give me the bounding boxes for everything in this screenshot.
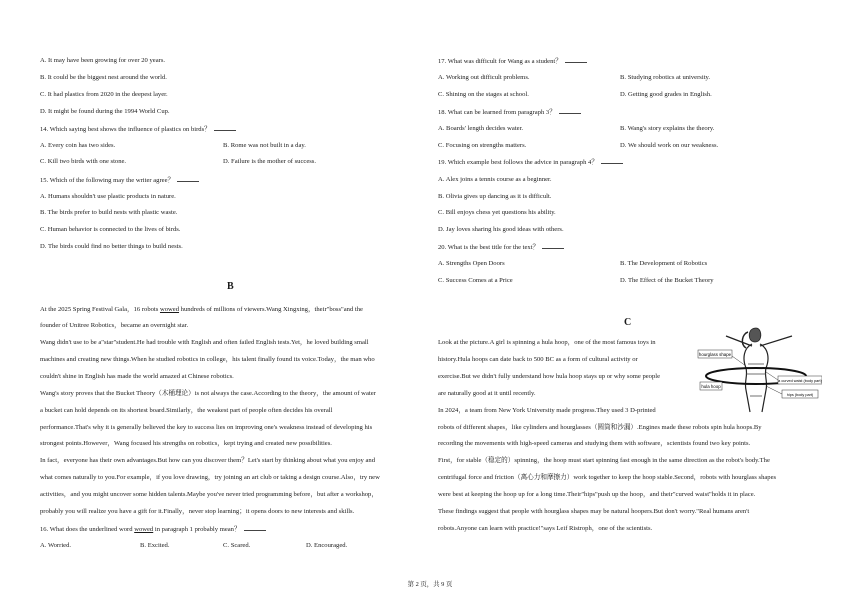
q16-stem: 16. What does the underlined word wowed in paragraph 1 probably mean？: [40, 524, 266, 534]
passage-b-line: strongest points.However，Wang focused his strengths on robotics，kept trying and created new possibilities.: [40, 440, 332, 447]
q16-option-b: B. Excited.: [140, 542, 170, 549]
passage-c-line: Look at the picture.A girl is spinning a hula hoop，one of the most famous toys in: [438, 339, 656, 346]
q20-option-d: D. The Effect of the Bucket Theory: [620, 277, 714, 284]
q14-option-d: D. Failure is the mother of success.: [223, 158, 317, 165]
q19-stem: 19. Which example best follows the advice in paragraph 4？: [438, 157, 623, 167]
q15-option-a: A. Humans shouldn't use plastic products in nature.: [40, 193, 176, 200]
section-c-title: C: [624, 317, 632, 328]
answer-blank: [542, 242, 564, 249]
q18-option-c: C. Focusing on strengths matters.: [438, 142, 527, 149]
passage-c-line: robots.Anyone can learn with practice!"says Leif Ristroph，one of the scientists.: [438, 525, 653, 532]
passage-c-line: exercise.But we didn't fully understand how hula hoop stays up or why some people: [438, 373, 661, 380]
passage-c-line: First，for stable（稳定的）spinning，the hoop must start spinning fast enough in the same direction as the robot's body.The: [438, 457, 770, 464]
q18-option-a: A. Boards' length decides water.: [438, 125, 524, 132]
passage-c-line: centrifugal force and friction（离心力和摩擦力）work together to keep the hoop stable.Second，robots with hourglass shapes: [438, 474, 777, 481]
answer-blank: [244, 524, 266, 531]
q14-option-c: C. Kill two birds with one stone.: [40, 158, 127, 165]
page-footer: 第 2 页，共 9 页: [407, 581, 453, 588]
q16-option-a: A. Worried.: [40, 542, 72, 549]
q13-option-b: B. It could be the biggest nest around the world.: [40, 74, 167, 81]
answer-blank: [177, 175, 199, 182]
q18-option-d: D. We should work on our weakness.: [620, 142, 719, 149]
passage-b-line: activities，and you might uncover some hidden talents.Maybe you've never tried programming before，but after a workshop，: [40, 491, 378, 498]
q20-option-b: B. The Development of Robotics: [620, 260, 708, 267]
passage-c-line: In 2024，a team from New York University made progress.They used 3 D-printed: [438, 407, 656, 414]
passage-b-line: At the 2025 Spring Festival Gala，16 robots wowed hundreds of millions of viewers.Wang Xingxing，their"boss"and the: [40, 306, 363, 313]
q19-option-a: A. Alex joins a tennis course as a beginner.: [438, 176, 552, 183]
q14-option-b: B. Rome was not built in a day.: [223, 142, 306, 149]
q19-option-b: B. Olivia gives up dancing as it is difficult.: [438, 193, 552, 200]
q18-option-b: B. Wang's story explains the theory.: [620, 125, 715, 132]
q16-option-d: D. Encouraged.: [306, 542, 348, 549]
q15-option-c: C. Human behavior is connected to the lives of birds.: [40, 226, 181, 233]
hula-hoop-illustration: [696, 324, 822, 416]
passage-b-line: a bucket can hold depends on its shortest board.Similarly，the weakest part of people often decides his overall: [40, 407, 333, 414]
passage-b-line: probably you will realize you have a gift for it.Finally，never stop learning；it opens doors to new interests and skills.: [40, 508, 355, 515]
figure-label-hoop: hula hoop: [701, 383, 721, 389]
q20-option-c: C. Success Comes at a Price: [438, 277, 513, 284]
passage-c-line: recording the movements with high-speed cameras and studying them with software，scientists found two key points.: [438, 440, 751, 447]
passage-b-line: performance.That's why it is generally believed the key to success lies on improving one's weakness instead of developing his: [40, 424, 373, 431]
passage-b-line: couldn't shine in English has made the world amazed at Chinese robotics.: [40, 373, 234, 380]
underlined-word: wowed: [159, 306, 180, 313]
passage-c-line: history.Hula hoops can date back to 500 BC as a form of cultural activity or: [438, 356, 638, 363]
q15-option-b: B. The birds prefer to build nests with plastic waste.: [40, 209, 178, 216]
underlined-word: wowed: [134, 526, 154, 533]
q17-option-a: A. Working out difficult problems.: [438, 74, 530, 81]
answer-blank: [214, 124, 236, 131]
figure-label-waist: a curved waist (body part): [778, 378, 822, 383]
section-b-title: B: [227, 281, 234, 292]
q16-option-c: C. Scared.: [223, 542, 251, 549]
figure-label-hourglass: hourglass shape: [698, 351, 732, 357]
q17-option-c: C. Shining on the stages at school.: [438, 91, 529, 98]
q13-option-d: D. It might be found during the 1994 World Cup.: [40, 108, 170, 115]
q13-option-a: A. It may have been growing for over 20 years.: [40, 57, 166, 64]
figure-label-hips: hips (body part): [786, 392, 814, 397]
answer-blank: [601, 157, 623, 164]
q20-stem: 20. What is the best title for the text？: [438, 242, 564, 252]
q17-stem: 17. What was difficult for Wang as a student？: [438, 56, 587, 66]
q17-option-d: D. Getting good grades in English.: [620, 91, 712, 98]
passage-b-line: founder of Unitree Robotics，became an overnight star.: [40, 322, 189, 329]
passage-c-line: are naturally good at it until recently.: [438, 390, 536, 397]
passage-b-line: Wang's story proves that the Bucket Theory（木桶理论）is not always the case.According to the theory，the amount of water: [40, 390, 376, 397]
answer-blank: [565, 56, 587, 63]
q13-option-c: C. It had plastics from 2020 in the deepest layer.: [40, 91, 168, 98]
passage-c-line: These findings suggest that people with hourglass shapes may be natural hoopers.But don't worry."Real humans aren't: [438, 508, 750, 515]
q17-option-b: B. Studying robotics at university.: [620, 74, 711, 81]
q14-option-a: A. Every coin has two sides.: [40, 142, 116, 149]
q19-option-d: D. Jay loves sharing his good ideas with others.: [438, 226, 564, 233]
q18-stem: 18. What can be learned from paragraph 3？: [438, 107, 581, 117]
passage-b-line: machines and creating new things.When he studied robotics in college，his talent finally found its voice.Today，the man who: [40, 356, 375, 363]
q19-option-c: C. Bill enjoys chess yet questions his ability.: [438, 209, 556, 216]
passage-c-line: were best at keeping the hoop up for a long time.Their"hips"push up the hoop，and their"curved waist"holds it in place.: [438, 491, 756, 498]
q15-option-d: D. The birds could find no better things to build nests.: [40, 243, 183, 250]
passage-c-line: robots of different shapes，like cylinders and hourglasses（圆筒和沙漏）.Engines made these robots spin hula hoops.By: [438, 424, 762, 431]
passage-b-line: what comes naturally to you.For example，if you love drawing，try joining an art club or taking a design course.Also，try new: [40, 474, 380, 481]
passage-b-line: Wang didn't use to be a"star"student.He had trouble with English and often failed English tests.Yet，he loved building small: [40, 339, 369, 346]
passage-b-line: In fact，everyone has their own advantages.But how can you discover them？Let's start by thinking about what you enjoy and: [40, 457, 376, 464]
q14-stem: 14. Which saying best shows the influence of plastics on birds？: [40, 124, 236, 134]
q15-stem: 15. Which of the following may the writer agree？: [40, 175, 199, 185]
q20-option-a: A. Strengths Open Doors: [438, 260, 505, 267]
answer-blank: [559, 107, 581, 114]
